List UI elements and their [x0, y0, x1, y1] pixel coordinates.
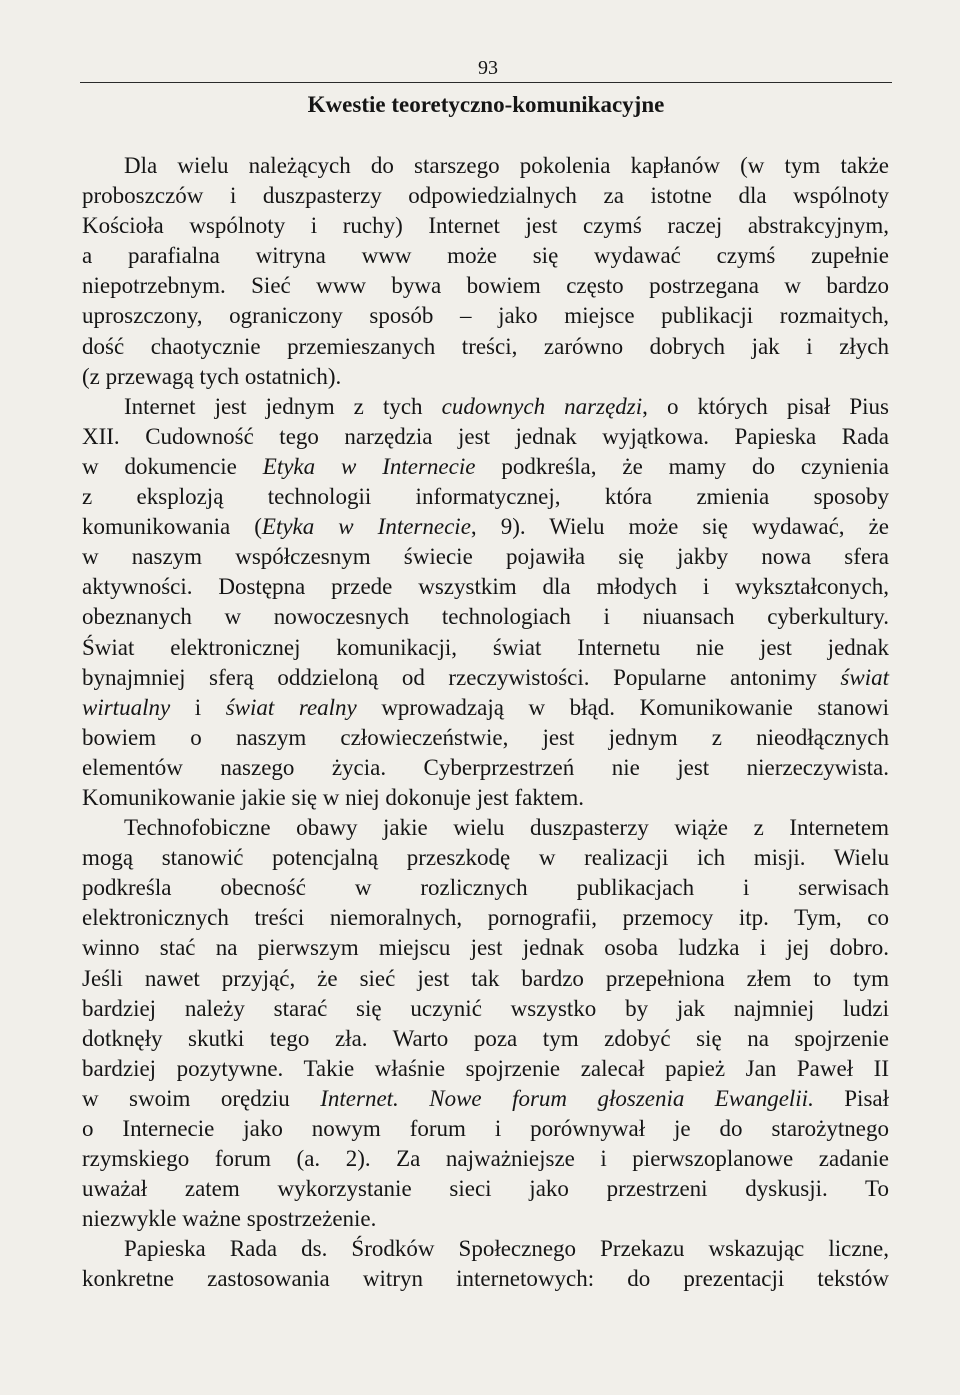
italic-text: wirtualny — [82, 694, 171, 720]
text-segment: niezwykle ważne spostrzeżenie. — [82, 1206, 377, 1232]
text-line — [82, 1114, 889, 1144]
text-line — [82, 1054, 889, 1084]
text-line — [82, 301, 889, 331]
text-segment: elektronicznych treści niemoralnych, pornografii, przemocy itp. Tym, co — [82, 905, 889, 931]
text-segment: rzymskiego forum (a. 2). Za najważniejsze i pierwszoplanowe zadanie — [82, 1146, 889, 1172]
text-line — [82, 542, 889, 572]
text-segment: w naszym współczesnym świecie pojawiła się jakby nowa sfera — [82, 544, 889, 570]
italic-text: świat — [840, 664, 889, 690]
text-segment: uproszczony, ograniczony sposób – jako miejsce publikacji rozmaitych, — [82, 303, 889, 329]
text-line — [82, 241, 889, 271]
italic-text: Etyka w Internecie — [261, 514, 471, 540]
text-line — [82, 813, 889, 843]
text-line — [82, 753, 889, 783]
text-line — [82, 964, 889, 994]
text-segment: Internet jest jednym z tych — [124, 393, 442, 419]
text-segment: w dokumencie — [82, 453, 263, 479]
text-segment: a parafialna witryna www może się wydawać czymś zupełnie — [82, 243, 889, 269]
text-segment: aktywności. Dostępna przede wszystkim dla młodych i wykształconych, — [82, 574, 889, 600]
text-line — [82, 693, 889, 723]
italic-text: Internet. Nowe forum głoszenia Ewangelii. — [320, 1085, 814, 1111]
text-line — [82, 843, 889, 873]
text-line — [82, 1204, 889, 1234]
text-line — [82, 572, 889, 602]
text-line — [82, 452, 889, 482]
header-rule — [80, 82, 892, 83]
text-line — [82, 362, 889, 392]
text-line — [82, 151, 889, 181]
text-segment: (z przewagą tych ostatnich). — [82, 363, 342, 389]
text-segment: konkretne zastosowania witryn internetowych: do prezentacji tekstów — [82, 1266, 889, 1292]
text-segment: bardziej należy starać się uczynić wszystko by jak najmniej ludzi — [82, 995, 889, 1021]
text-segment: Świat elektronicznej komunikacji, świat Internetu nie jest jednak — [82, 634, 889, 660]
text-segment: bardziej pozytywne. Takie właśnie spojrzenie zalecał papież Jan Paweł II — [82, 1055, 889, 1081]
text-segment: podkreśla, że mamy do czynienia — [475, 453, 889, 479]
italic-text: Etyka w Internecie — [262, 453, 476, 479]
text-line — [82, 783, 889, 813]
body-text — [82, 151, 889, 1295]
text-line — [82, 181, 889, 211]
text-line — [82, 1024, 889, 1054]
text-line — [82, 1264, 889, 1294]
italic-text: cudownych narzędzi — [441, 393, 643, 419]
text-line — [82, 1174, 889, 1204]
text-line — [82, 211, 889, 241]
text-segment: , 9). Wielu może się wydawać, że — [470, 514, 890, 540]
text-segment: w swoim orędziu — [82, 1085, 321, 1111]
text-segment: bynajmniej sferą oddzieloną od rzeczywistości. Popularne antonimy — [82, 664, 841, 690]
text-line — [82, 1234, 889, 1264]
text-segment: obeznanych w nowoczesnych technologiach i niuansach cyberkultury. — [82, 604, 889, 630]
text-segment: uważał zatem wykorzystanie sieci jako przestrzeni dyskusji. To — [82, 1176, 889, 1202]
text-line — [82, 663, 889, 693]
italic-text: świat realny — [225, 694, 357, 720]
section-heading: Kwestie teoretyczno-komunikacyjne — [307, 92, 665, 117]
text-segment: Technofobiczne obawy jakie wielu duszpasterzy wiąże z Internetem — [124, 815, 889, 841]
text-segment: z eksplozją technologii informatycznej, która zmienia sposoby — [82, 484, 889, 510]
text-line — [82, 512, 889, 542]
text-line — [82, 422, 889, 452]
text-segment: dotknęły skutki tego zła. Warto poza tym zdobyć się na spojrzenie — [82, 1025, 889, 1051]
text-segment: Dla wielu należących do starszego pokolenia kapłanów (w tym także — [124, 153, 889, 178]
text-line — [82, 903, 889, 933]
text-segment: , o których pisał Pius — [642, 393, 889, 419]
text-segment: o Internecie jako nowym forum i porównywał je do starożytnego — [82, 1116, 889, 1141]
text-line — [82, 994, 889, 1024]
text-segment: niepotrzebnym. Sieć www bywa bowiem często postrzegana w bardzo — [82, 273, 889, 299]
text-segment: Pisał — [813, 1085, 890, 1111]
text-segment: Komunikowanie jakie się w niej dokonuje jest faktem. — [82, 784, 585, 810]
text-segment: winno stać na pierwszym miejscu jest jednak osoba ludzka i jej dobro. — [82, 935, 889, 961]
text-segment: dość chaotycznie przemieszanych treści, zarówno dobrych jak i złych — [82, 333, 889, 359]
text-segment: proboszczów i duszpasterzy odpowiedzialnych za istotne dla wspólnoty — [82, 183, 889, 209]
text-segment: elementów naszego życia. Cyberprzestrzeń nie jest nierzeczywista. — [82, 754, 889, 780]
text-segment: Jeśli nawet przyjąć, że sieć jest tak bardzo przepełniona złem to tym — [82, 965, 889, 991]
text-line — [82, 271, 889, 301]
text-segment: komunikowania ( — [82, 514, 262, 540]
text-line — [82, 873, 889, 903]
text-segment: XII. Cudowność tego narzędzia jest jednak wyjątkowa. Papieska Rada — [82, 423, 889, 449]
text-line — [82, 933, 889, 963]
text-segment: wprowadzają w błąd. Komunikowanie stanowi — [356, 694, 889, 720]
text-line — [82, 1144, 889, 1174]
text-segment: mogą stanowić potencjalną przeszkodę w realizacji ich misji. Wielu — [82, 845, 889, 871]
text-segment: podkreśla obecność w rozlicznych publikacjach i serwisach — [82, 875, 889, 901]
text-line — [82, 392, 889, 422]
text-line — [82, 1084, 889, 1114]
text-line — [82, 482, 889, 512]
text-line — [82, 723, 889, 753]
page-number: 93 — [478, 57, 498, 79]
text-segment: Papieska Rada ds. Środków Społecznego Przekazu wskazując liczne, — [124, 1236, 889, 1262]
text-line — [82, 633, 889, 663]
text-line — [82, 602, 889, 632]
text-segment: Kościoła wspólnoty i ruchy) Internet jest czymś raczej abstrakcyjnym, — [82, 213, 889, 239]
text-segment: i — [170, 694, 226, 720]
text-segment: bowiem o naszym człowieczeństwie, jest jednym z nieodłącznych — [82, 724, 889, 750]
text-line — [82, 332, 889, 362]
